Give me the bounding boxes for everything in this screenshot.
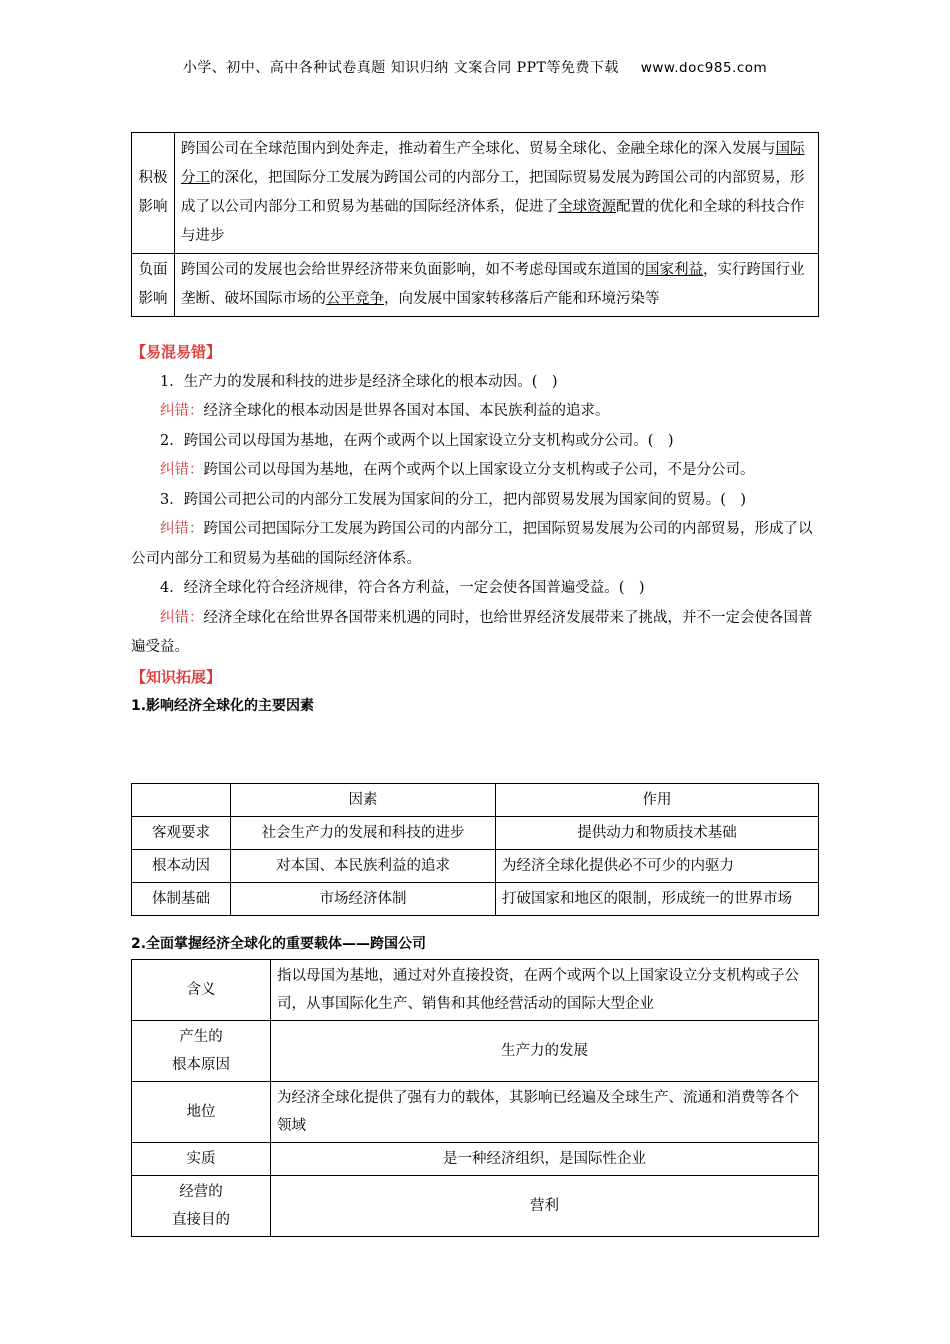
negative-impact-text: 跨国公司的发展也会给世界经济带来负面影响，如不考虑母国或东道国的国家利益，实行跨国行业垄断、破坏国际市场的公平竞争，向发展中国家转移落后产能和环境污染等: [175, 254, 819, 317]
positive-impact-label: 积极 影响: [132, 133, 175, 254]
table-row: 体制基础 市场经济体制 打破国家和地区的限制，形成统一的世界市场: [132, 883, 819, 916]
page-header: [0, 57, 950, 77]
table-row: 地位 为经济全球化提供了强有力的载体，其影响已经遍及全球生产、流通和消费等各个领域: [132, 1082, 819, 1143]
table-row: 经营的 直接目的 营利: [132, 1176, 819, 1237]
positive-impact-text: 跨国公司在全球范围内到处奔走，推动着生产全球化、贸易全球化、金融全球化的深入发展与国际分工的深化，把国际分工发展为跨国公司的内部分工，把国际贸易发展为跨国公司的内部贸易，形成了以公司内部分工和贸易为基础的国际经济体系，促进了全球资源配置的优化和全球的科技合作与进步: [175, 133, 819, 254]
table-row: 产生的 根本原因 生产力的发展: [132, 1021, 819, 1082]
correction-item: 纠错：跨国公司以母国为基地，在两个或两个以上国家设立分支机构或子公司，不是分公司。: [160, 462, 755, 478]
negative-impact-label: 负面 影响: [132, 254, 175, 317]
table-row: 客观要求 社会生产力的发展和科技的进步 提供动力和物质技术基础: [132, 817, 819, 850]
question-item: 1．生产力的发展和科技的进步是经济全球化的根本动因。( ): [160, 373, 558, 390]
underlined-term: 国家利益: [645, 262, 703, 278]
underlined-term: 国际分工: [181, 141, 805, 186]
table-header-row: 因素 作用: [132, 784, 819, 817]
impact-table: [131, 132, 819, 317]
header-text: 小学、初中、高中各种试卷真题 知识归纳 文案合同 PPT等免费下载: [182, 60, 619, 76]
question-item: 3．跨国公司把公司的内部分工发展为国家间的分工，把内部贸易发展为国家间的贸易。( ): [160, 491, 747, 508]
question-item: 4．经济全球化符合经济规律，符合各方利益，一定会使各国普遍受益。( ): [160, 580, 645, 596]
header-site-link[interactable]: www.doc985.com: [640, 60, 768, 76]
correction-item: 纠错：跨国公司把国际分工发展为跨国公司的内部分工，把国际贸易发展为公司的内部贸易，形成了以公司内部分工和贸易为基础的国际经济体系。: [131, 521, 813, 567]
factors-table: [131, 783, 819, 916]
table-row: 含义 指以母国为基地，通过对外直接投资，在两个或两个以上国家设立分支机构或子公司，从事国际化生产、销售和其他经营活动的国际大型企业: [132, 960, 819, 1021]
mnc-table: [131, 959, 819, 1237]
section-title: 【易混易错】: [131, 343, 222, 361]
correction-item: 纠错：经济全球化在给世界各国带来机遇的同时，也给世界经济发展带来了挑战，并不一定会使各国普遍受益。: [131, 609, 813, 655]
table-row: [132, 254, 819, 317]
section-title: 【知识拓展】: [131, 667, 222, 686]
question-item: 2．跨国公司以母国为基地，在两个或两个以上国家设立分支机构或分公司。( ): [160, 432, 674, 449]
underlined-term: 公平竞争: [326, 291, 384, 307]
table-row: 根本动因 对本国、本民族利益的追求 为经济全球化提供必不可少的内驱力: [132, 850, 819, 883]
table-row: 实质 是一种经济组织，是国际性企业: [132, 1143, 819, 1176]
correction-item: 纠错：经济全球化的根本动因是世界各国对本国、本民族利益的追求。: [160, 403, 610, 419]
underlined-term: 全球资源: [558, 199, 616, 215]
subsection-title: 2.全面掌握经济全球化的重要载体——跨国公司: [131, 936, 427, 952]
confusion-section: [131, 338, 819, 722]
subsection-title: 1.影响经济全球化的主要因素: [131, 698, 315, 714]
table-row: [132, 133, 819, 254]
